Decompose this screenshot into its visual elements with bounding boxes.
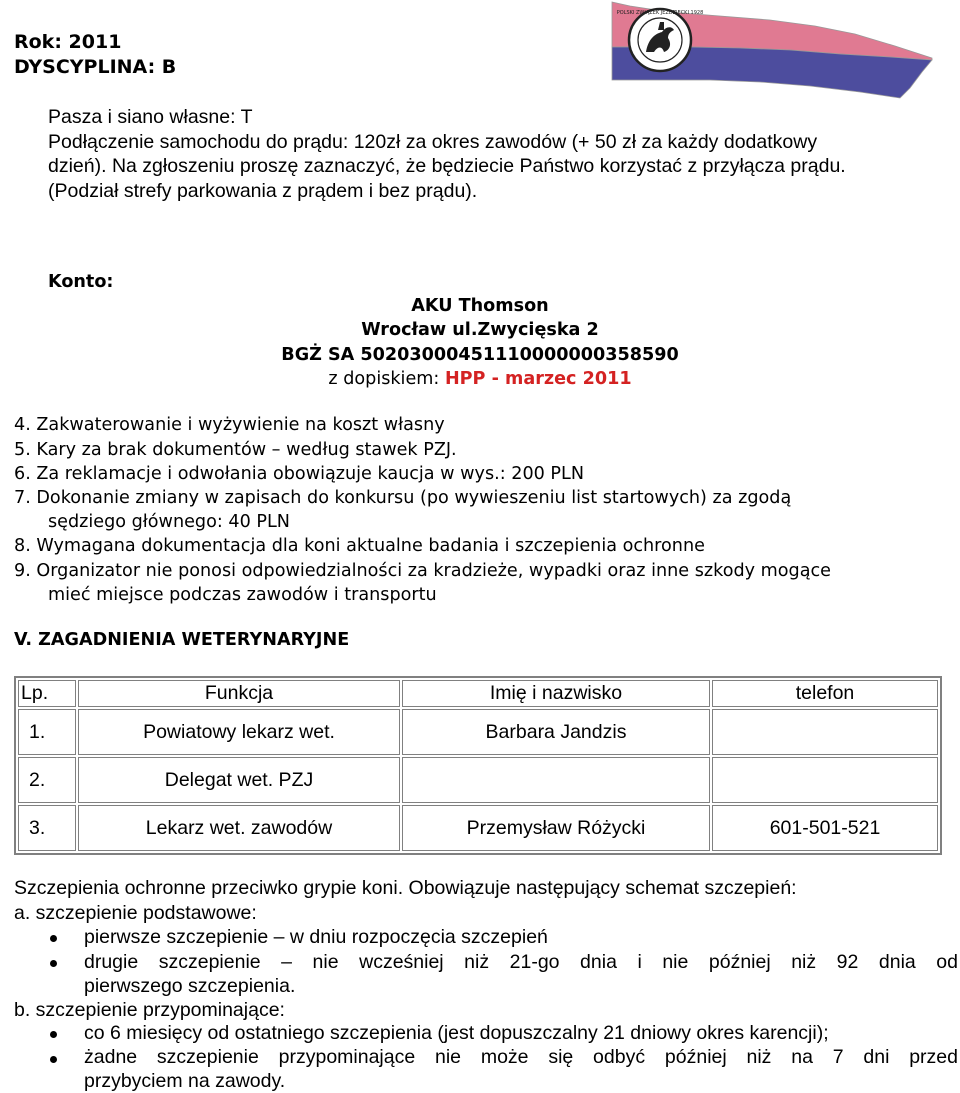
section-title: V. ZAGADNIENIA WETERYNARYJNE (14, 630, 350, 650)
header-cell-lp: Lp. (18, 680, 76, 707)
cell-function: Delegat wet. PZJ (78, 757, 400, 803)
cell-phone (712, 757, 938, 803)
account-name: AKU Thomson (411, 296, 549, 316)
account-note-value: HPP - marzec 2011 (444, 369, 632, 389)
rule-5: 5. Kary za brak dokumentów – według stawek PZJ. (14, 440, 457, 460)
table-row (18, 709, 938, 755)
vaccination-b-label: b. szczepienie przypominające: (14, 999, 285, 1021)
cell-name: Barbara Jandzis (402, 709, 710, 755)
cell-lp: 2. (18, 757, 76, 803)
emblem-text: POLSKI ZWIĄZEK JEŹDZIECKI 1928 (616, 10, 704, 16)
vet-table (14, 676, 942, 855)
cell-function: Powiatowy lekarz wet. (78, 709, 400, 755)
bullet-icon (50, 1031, 57, 1038)
rule-7-line-1: 7. Dokonanie zmiany w zapisach do konkursu (po wywieszeniu list startowych) za zgodą (14, 488, 792, 508)
cell-name (402, 757, 710, 803)
vaccination-b-item-2-line-1: żadne szczepienie przypominające nie może się odbyć później niż na 7 dni przed (84, 1046, 958, 1068)
power-line-3: (Podział strefy parkowania z prądem i bez prądu). (48, 180, 478, 202)
account-address: Wrocław ul.Zwycięska 2 (361, 320, 599, 340)
feed-line: Pasza i siano własne: T (48, 106, 253, 128)
cell-phone: 601-501-521 (712, 805, 938, 851)
discipline-line: DYSCYPLINA: B (14, 56, 177, 78)
cell-function: Lekarz wet. zawodów (78, 805, 400, 851)
rule-9-line-1: 9. Organizator nie ponosi odpowiedzialności za kradzieże, wypadki oraz inne szkody mogące (14, 561, 831, 581)
power-line-1: Podłączenie samochodu do prądu: 120zł za okres zawodów (+ 50 zł za każdy dodatkowy (48, 131, 818, 153)
account-note-prefix: z dopiskiem: (328, 369, 445, 389)
vaccination-a-item-1: pierwsze szczepienie – w dniu rozpoczęcia szczepień (84, 926, 548, 948)
account-label: Konto: (48, 272, 114, 292)
vaccination-a-item-2-line-1: drugie szczepienie – nie wcześniej niż 21-go dnia i nie później niż 92 dnia od (84, 951, 958, 973)
vaccination-a-item-2-line-2: pierwszego szczepienia. (84, 975, 296, 997)
bullet-icon (50, 935, 57, 942)
bullet-icon (50, 1056, 57, 1063)
rule-6: 6. Za reklamacje i odwołania obowiązuje kaucja w wys.: 200 PLN (14, 464, 584, 484)
pzj-flag-logo (610, 0, 936, 102)
vaccination-b-item-2-line-2: przybyciem na zawody. (84, 1070, 286, 1092)
cell-lp: 3. (18, 805, 76, 851)
table-header-row (18, 680, 938, 707)
rule-7-line-2: sędziego głównego: 40 PLN (48, 512, 290, 532)
account-note (0, 369, 960, 389)
vaccination-intro: Szczepienia ochronne przeciwko grypie koni. Obowiązuje następujący schemat szczepień: (14, 877, 797, 899)
account-bank: BGŻ SA 50203000451110000000358590 (281, 345, 679, 365)
table-row (18, 757, 938, 803)
rule-9-line-2: mieć miejsce podczas zawodów i transportu (48, 585, 437, 605)
vaccination-a-label: a. szczepienie podstawowe: (14, 902, 257, 924)
header-cell-function: Funkcja (78, 680, 400, 707)
power-line-2: dzień). Na zgłoszeniu proszę zaznaczyć, że będziecie Państwo korzystać z przyłącza prądu. (48, 155, 846, 177)
table-row (18, 805, 938, 851)
header-cell-name: Imię i nazwisko (402, 680, 710, 707)
rule-8: 8. Wymagana dokumentacja dla koni aktualne badania i szczepienia ochronne (14, 536, 705, 556)
cell-lp: 1. (18, 709, 76, 755)
rule-4: 4. Zakwaterowanie i wyżywienie na koszt własny (14, 415, 445, 435)
cell-phone (712, 709, 938, 755)
header-cell-phone: telefon (712, 680, 938, 707)
cell-name: Przemysław Różycki (402, 805, 710, 851)
vaccination-b-item-1: co 6 miesięcy od ostatniego szczepienia (jest dopuszczalny 21 dniowy okres karencji); (84, 1022, 829, 1044)
emblem-icon (629, 9, 691, 71)
year-line: Rok: 2011 (14, 31, 122, 53)
bullet-icon (50, 960, 57, 967)
